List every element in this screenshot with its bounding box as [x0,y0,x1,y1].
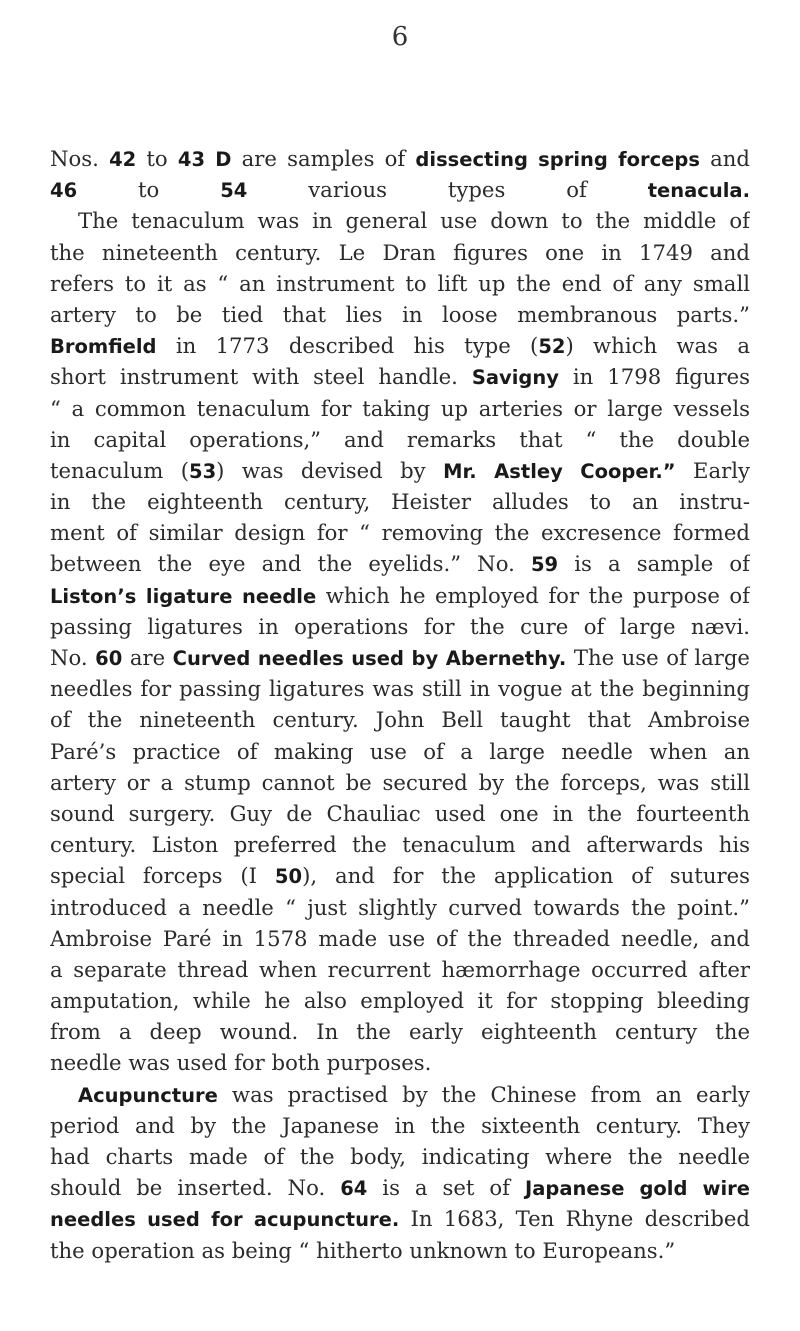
text-run: the nineteenth century. Le Dran figures one in 1749 and [50,239,750,265]
bold-term: 42 [109,148,137,171]
text-run: which he employed for the purpose of [316,582,750,608]
text-run: a separate thread when recurrent hæmorrhage occurred after [50,956,750,982]
text-run: is a set of [367,1175,525,1201]
text-line [50,174,750,205]
text-line [50,1016,750,1047]
text-run: to [136,146,178,171]
bold-term: 52 [538,335,566,359]
text-run: was practised by the Chinese from an early [217,1081,750,1107]
text-run: needles for passing ligatures was still in vogue at the beginning [50,676,750,702]
text-run: In 1683, Ten Rhyne described [399,1206,750,1232]
bold-term: 50 [274,865,303,889]
text-line [50,829,750,860]
page-number: 6 [391,22,409,52]
text-line [50,642,750,673]
text-run: in 1798 figures [558,364,750,390]
text-line [50,361,750,392]
text-run: from a deep wound. In the early eighteenth century the [50,1019,750,1045]
text-run: had charts made of the body, indicating where the needle [50,1144,750,1169]
text-run: and [699,146,750,171]
text-line [50,611,750,642]
text-line [50,299,750,330]
text-run: artery or a stump cannot be secured by the forceps, was still [50,769,750,795]
text-run: ) which was a [565,333,750,359]
text-line [50,517,750,548]
text-run: Nos. [50,146,110,171]
bold-term: Acupuncture [78,1083,218,1107]
text-run: in the eighteenth century, Heister alludes to an instru- [50,489,750,515]
text-line [50,393,750,424]
text-line [50,1203,750,1234]
text-run: special forceps (I [50,863,275,889]
text-line [50,455,750,486]
text-run: introduced a needle “ just slightly curved towards the point.” [50,894,750,920]
text-run: No. [50,645,96,670]
text-line [50,985,750,1016]
text-run: of the nineteenth century. John Bell taught that Ambroise [50,707,750,733]
text-run: in capital operations,” and remarks that “ the double [50,426,750,452]
text-run: various types of [247,177,648,203]
text-line [50,1110,750,1141]
text-line [50,1141,750,1172]
bold-term: Japanese gold wire [524,1177,750,1201]
text-line [50,923,750,954]
bold-term: 59 [530,553,559,577]
bold-term: 46 [50,179,78,203]
text-run: are [122,645,173,670]
text-run: amputation, while he also employed it for stopping bleeding [50,988,750,1014]
text-run: ), and for the application of sutures [302,863,750,889]
text-run: Early [675,457,750,483]
text-run: refers to it as “ an instrument to lift up the end of any small [50,270,750,296]
text-run: ment of similar design for “ removing the excresence formed [50,520,750,546]
text-run: are samples of [231,146,416,171]
text-run: century. Liston preferred the tenaculum and afterwards his [50,832,750,858]
text-run: needle was used for both purposes. [50,1050,432,1076]
text-run: passing ligatures in operations for the cure of large nævi. [50,613,750,639]
text-run: to [77,177,221,203]
text-run: should be inserted. No. [50,1175,341,1201]
text-line [50,704,750,735]
text-run: between the eye and the eyelids.” No. [50,551,531,577]
text-line [50,143,750,174]
text-line [50,330,750,361]
text-line [50,1172,750,1203]
text-run: artery to be tied that lies in loose membranous parts.” [50,301,750,327]
text-line [50,767,750,798]
text-line [50,860,750,891]
text-run: The tenaculum was in general use down to the middle of [78,208,750,234]
text-line [50,580,750,611]
text-line [50,486,750,517]
bold-term: needles used for acupuncture. [50,1208,400,1232]
text-line [50,268,750,299]
text-line [50,237,750,268]
text-line [50,1079,750,1110]
text-line [50,424,750,455]
text-line [50,1235,750,1266]
bold-term: Curved needles used by Abernethy. [172,647,567,670]
text-run: ) was devised by [216,457,444,483]
bold-term: tenacula. [647,179,750,203]
bold-term: Bromfield [50,335,157,359]
bold-term: dissecting spring forceps [415,148,700,171]
bold-term: 54 [220,179,248,203]
bold-term: Mr. Astley Cooper.” [443,459,676,483]
bold-term: 53 [189,459,217,483]
text-run: the operation as being “ hitherto unknown to Europeans.” [50,1237,676,1263]
text-line [50,205,750,236]
bold-term: 43 D [177,148,232,171]
text-run: Ambroise Paré in 1578 made use of the threaded needle, and [50,925,750,951]
body-text [50,143,750,1266]
text-line [50,954,750,985]
text-run: tenaculum ( [50,457,190,483]
bold-term: 64 [340,1177,368,1201]
text-line [50,548,750,579]
text-run: The use of large [566,645,750,670]
bold-term: Liston’s ligature needle [50,584,317,608]
text-line [50,892,750,923]
text-run: sound surgery. Guy de Chauliac used one in the fourteenth [50,800,750,826]
text-run: short instrument with steel handle. [50,364,472,390]
bold-term: Savigny [471,366,559,390]
text-run: period and by the Japanese in the sixteenth century. They [50,1112,750,1138]
text-run: Paré’s practice of making use of a large needle when an [50,738,750,764]
text-line [50,736,750,767]
text-line [50,1047,750,1078]
text-line [50,673,750,704]
text-run: “ a common tenaculum for taking up arteries or large vessels [50,395,750,421]
text-run: is a sample of [558,551,750,577]
text-line [50,798,750,829]
text-run: in 1773 described his type ( [156,333,539,359]
bold-term: 60 [95,647,123,670]
